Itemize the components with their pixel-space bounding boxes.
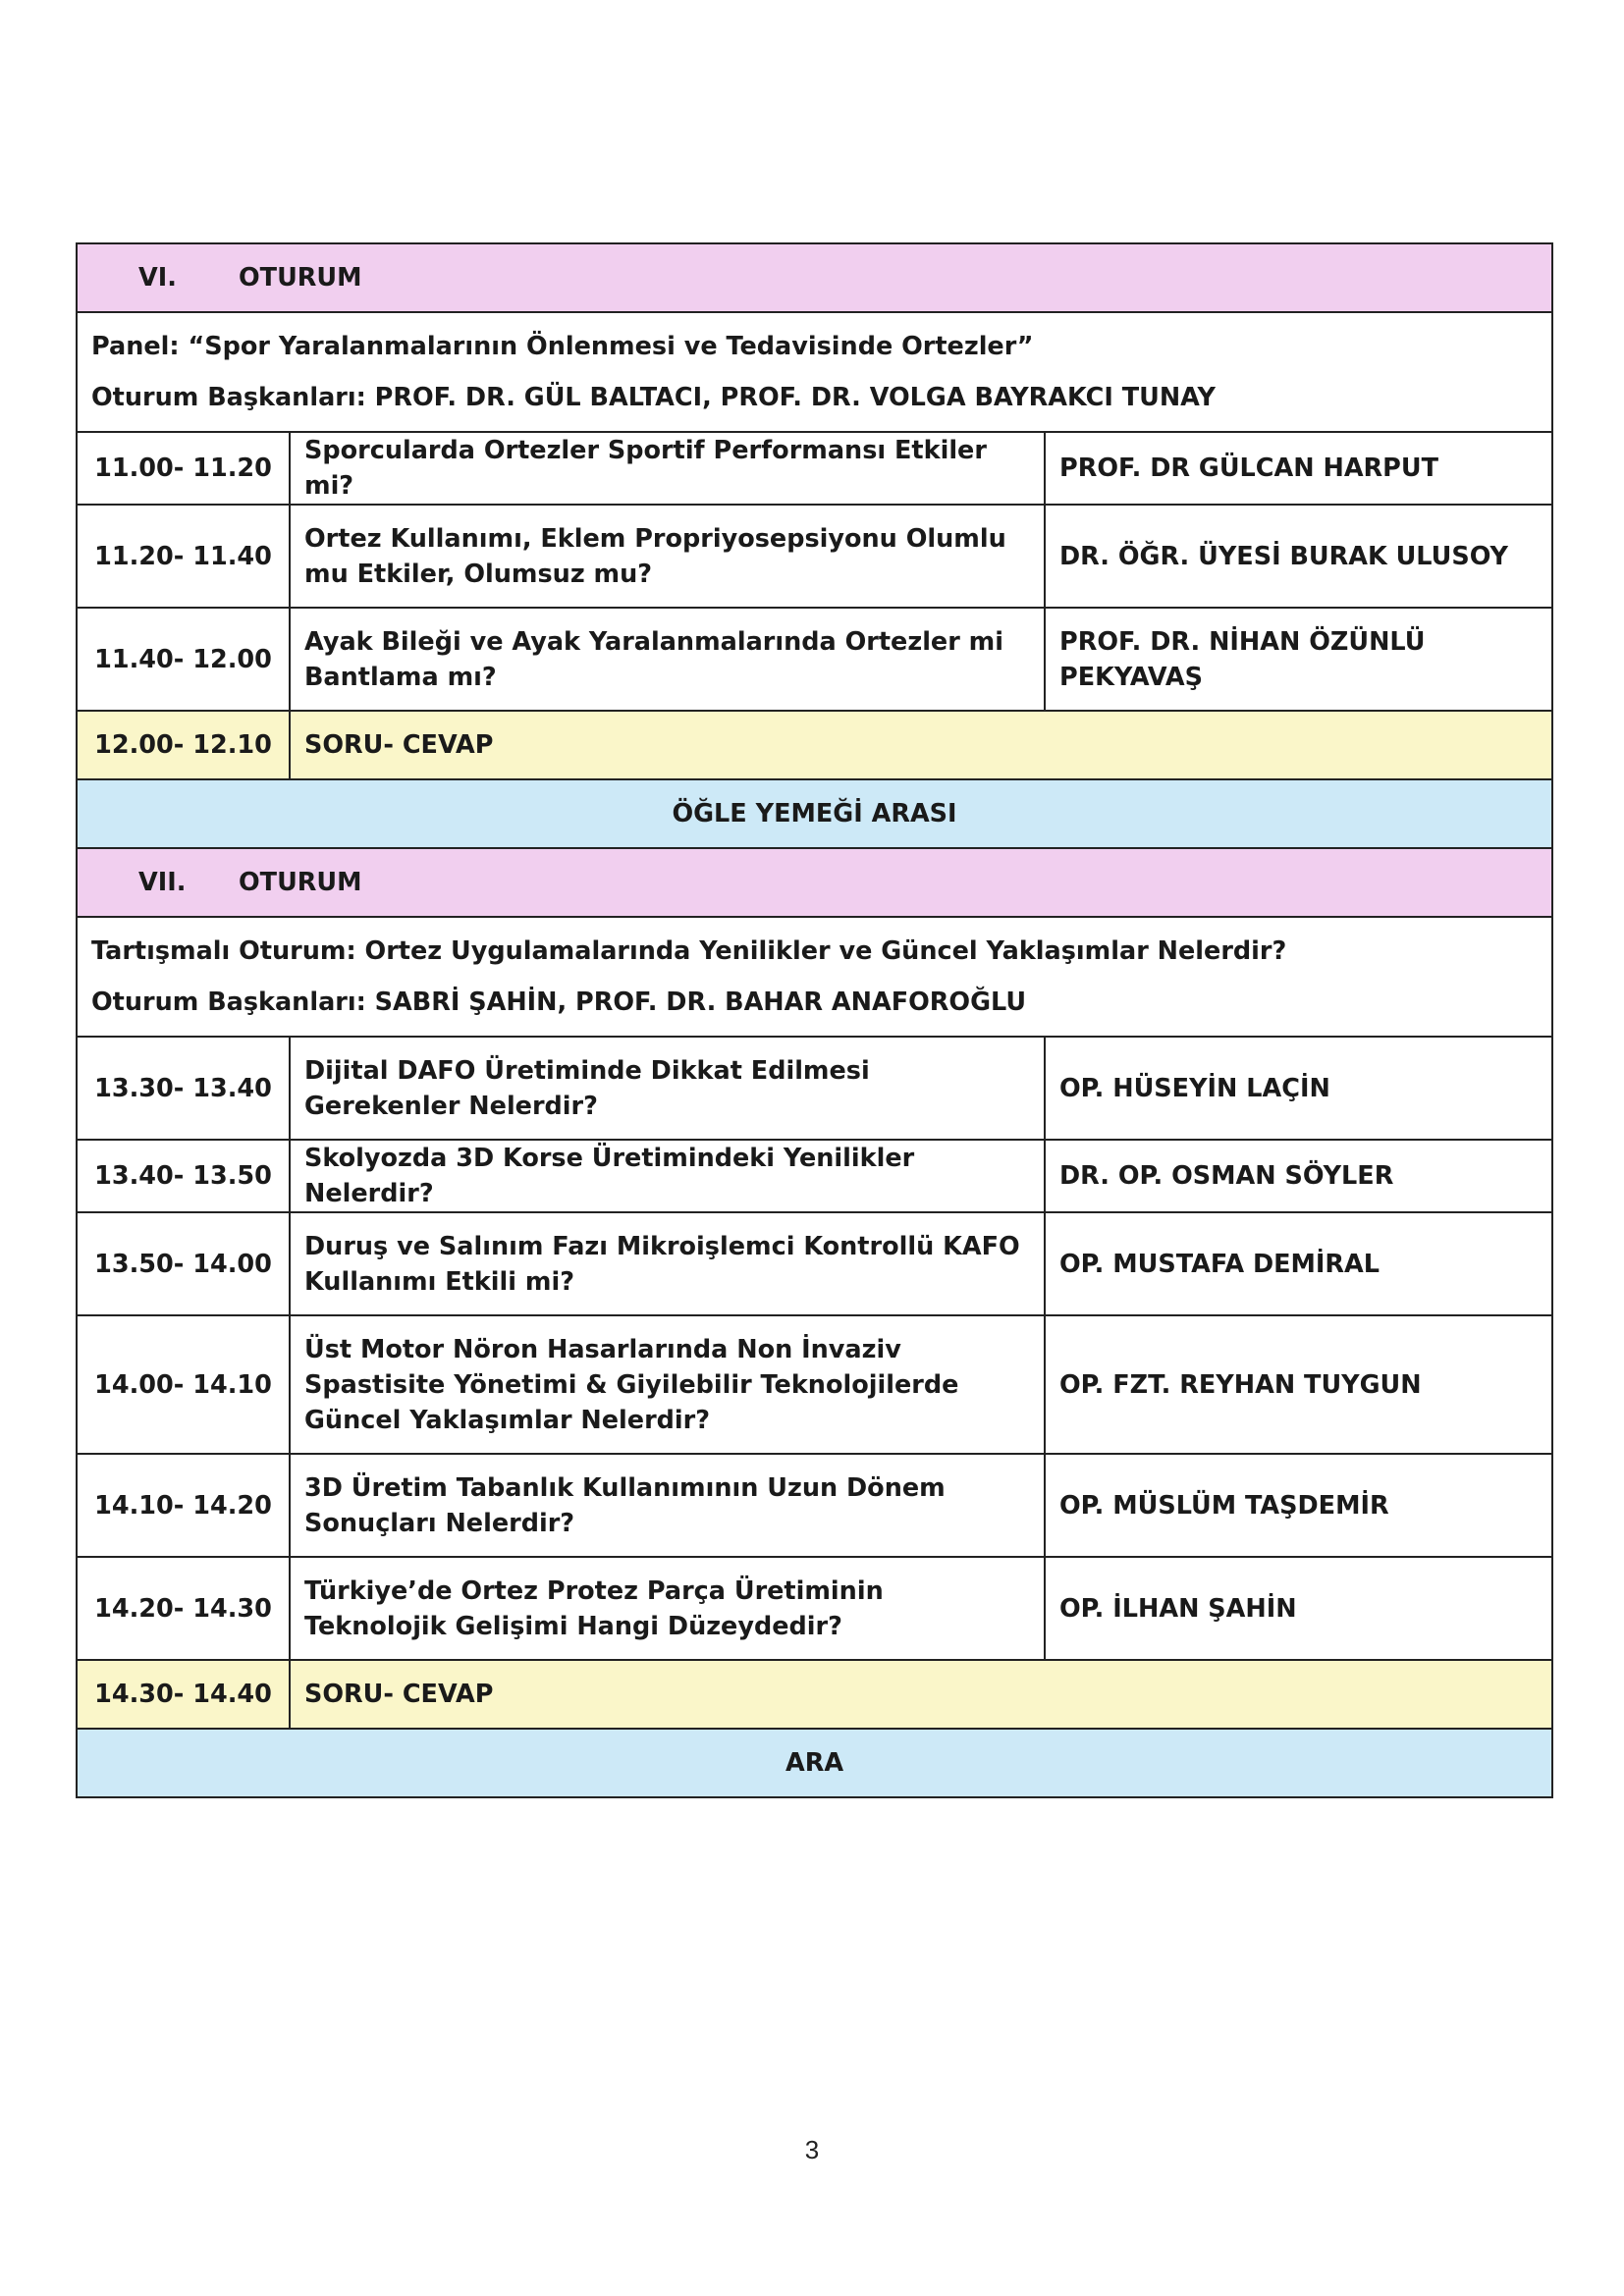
talk-speaker: OP. MUSTAFA DEMİRAL [1045,1212,1552,1315]
session-header [77,243,1552,312]
talk-row [77,1037,1552,1140]
talk-title: Türkiye’de Ortez Protez Parça Üretiminin Teknolojik Gelişimi Hangi Düzeydedir? [290,1557,1045,1660]
talk-speaker: PROF. DR. NİHAN ÖZÜNLÜ PEKYAVAŞ [1045,608,1552,711]
page-number: 3 [804,2135,820,2164]
session-info [77,917,1552,1037]
talk-row [77,1140,1552,1212]
panel-title: Tartışmalı Oturum: Ortez Uygulamalarında Yenilikler ve Güncel Yaklaşımlar Nelerdir? [91,936,1287,966]
session-title: OTURUM [239,868,362,897]
break-row [77,779,1552,848]
talk-title: 3D Üretim Tabanlık Kullanımının Uzun Dönem Sonuçları Nelerdir? [290,1454,1045,1557]
talk-row [77,608,1552,711]
session-number: VII. [138,868,187,897]
talk-speaker: OP. FZT. REYHAN TUYGUN [1045,1315,1552,1454]
talk-row [77,505,1552,608]
session-header [77,848,1552,917]
talk-time: 14.20- 14.30 [77,1557,290,1660]
lunch-break-label: ÖĞLE YEMEĞİ ARASI [77,779,1552,848]
qa-label: SORU- CEVAP [290,711,1552,779]
break-label: ARA [77,1729,1552,1797]
talk-speaker: DR. OP. OSMAN SÖYLER [1045,1140,1552,1212]
session-chairs: Oturum Başkanları: SABRİ ŞAHİN, PROF. DR. BAHAR ANAFOROĞLU [91,988,1027,1017]
session-number: VI. [138,263,177,293]
talk-time: 13.30- 13.40 [77,1037,290,1140]
talk-speaker: OP. İLHAN ŞAHİN [1045,1557,1552,1660]
qa-time: 14.30- 14.40 [77,1660,290,1729]
break-row [77,1729,1552,1797]
talk-speaker: OP. HÜSEYİN LAÇİN [1045,1037,1552,1140]
talk-row [77,1212,1552,1315]
session-chairs: Oturum Başkanları: PROF. DR. GÜL BALTACI, PROF. DR. VOLGA BAYRAKCI TUNAY [91,383,1216,412]
qa-row [77,711,1552,779]
program-table [76,242,1553,1798]
talk-time: 13.40- 13.50 [77,1140,290,1212]
talk-speaker: PROF. DR GÜLCAN HARPUT [1045,432,1552,505]
talk-speaker: DR. ÖĞR. ÜYESİ BURAK ULUSOY [1045,505,1552,608]
talk-speaker: OP. MÜSLÜM TAŞDEMİR [1045,1454,1552,1557]
talk-time: 11.00- 11.20 [77,432,290,505]
qa-label: SORU- CEVAP [290,1660,1552,1729]
talk-title: Duruş ve Salınım Fazı Mikroişlemci Kontrollü KAFO Kullanımı Etkili mi? [290,1212,1045,1315]
talk-time: 11.40- 12.00 [77,608,290,711]
qa-time: 12.00- 12.10 [77,711,290,779]
session-title: OTURUM [239,263,362,293]
qa-row [77,1660,1552,1729]
talk-row [77,1315,1552,1454]
talk-title: Ayak Bileği ve Ayak Yaralanmalarında Ortezler mi Bantlama mı? [290,608,1045,711]
panel-title: Panel: “Spor Yaralanmalarının Önlenmesi ve Tedavisinde Ortezler” [91,332,1034,361]
talk-title: Ortez Kullanımı, Eklem Propriyosepsiyonu Olumlu mu Etkiler, Olumsuz mu? [290,505,1045,608]
talk-time: 14.10- 14.20 [77,1454,290,1557]
talk-time: 13.50- 14.00 [77,1212,290,1315]
talk-row [77,1557,1552,1660]
talk-row [77,1454,1552,1557]
session-info [77,312,1552,432]
talk-title: Skolyozda 3D Korse Üretimindeki Yenilikler Nelerdir? [290,1140,1045,1212]
talk-time: 11.20- 11.40 [77,505,290,608]
talk-title: Sporcularda Ortezler Sportif Performansı Etkiler mi? [290,432,1045,505]
talk-row [77,432,1552,505]
talk-title: Üst Motor Nöron Hasarlarında Non İnvaziv Spastisite Yönetimi & Giyilebilir Teknolojilerde Güncel Yaklaşımlar Nelerdir? [290,1315,1045,1454]
talk-title: Dijital DAFO Üretiminde Dikkat Edilmesi Gerekenler Nelerdir? [290,1037,1045,1140]
talk-time: 14.00- 14.10 [77,1315,290,1454]
